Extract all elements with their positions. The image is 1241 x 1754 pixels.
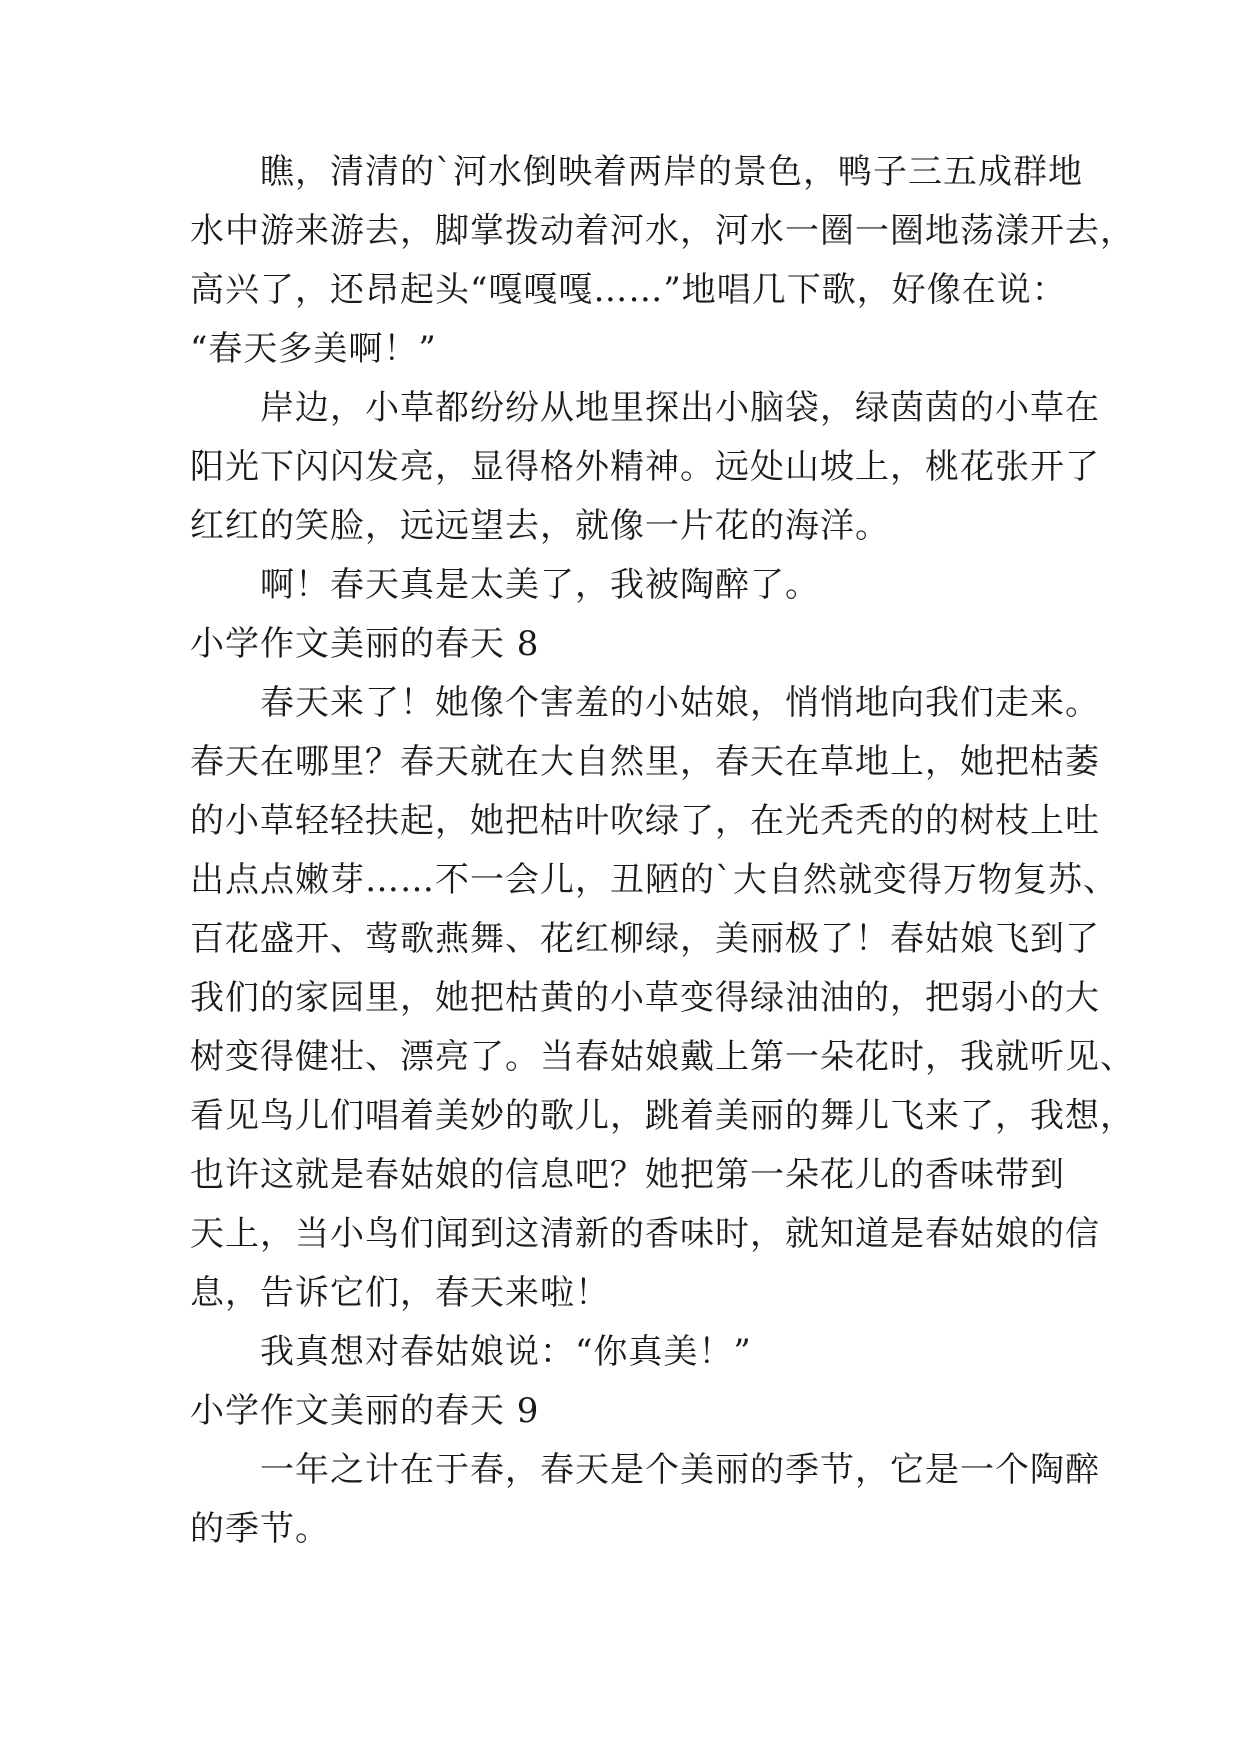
body-text-line: 红红的笑脸，远远望去，就像一片花的海洋。 xyxy=(190,506,890,546)
body-text-line: 瞧，清清的`河水倒映着两岸的景色，鸭子三五成群地 xyxy=(190,152,1083,192)
body-text-line: 看见鸟儿们唱着美妙的歌儿，跳着美丽的舞儿飞来了，我想， xyxy=(190,1096,1135,1136)
body-text-line: 水中游来游去，脚掌拨动着河水，河水一圈一圈地荡漾开去， xyxy=(190,211,1135,251)
body-text-line: 阳光下闪闪发亮，显得格外精神。远处山坡上，桃花张开了 xyxy=(190,447,1100,487)
body-text-line: 的季节。 xyxy=(190,1509,330,1549)
body-text-line: 息，告诉它们，春天来啦！ xyxy=(190,1273,610,1313)
body-text-line: 岸边，小草都纷纷从地里探出小脑袋，绿茵茵的小草在 xyxy=(190,388,1100,428)
body-text-line: 天上，当小鸟们闻到这清新的香味时，就知道是春姑娘的信 xyxy=(190,1214,1100,1254)
body-text-line: 春天来了！她像个害羞的小姑娘，悄悄地向我们走来。 xyxy=(190,683,1100,723)
body-text-line: 的小草轻轻扶起，她把枯叶吹绿了，在光秃秃的的树枝上吐 xyxy=(190,801,1100,841)
section-heading: 小学作文美丽的春天 9 xyxy=(190,1391,540,1431)
body-text-line: 树变得健壮、漂亮了。当春姑娘戴上第一朵花时，我就听见、 xyxy=(190,1037,1135,1077)
section-heading: 小学作文美丽的春天 8 xyxy=(190,624,540,664)
body-text-line: 我真想对春姑娘说：“你真美！” xyxy=(190,1332,752,1372)
body-text-line: “春天多美啊！” xyxy=(190,329,437,369)
body-text-line: 我们的家园里，她把枯黄的小草变得绿油油的，把弱小的大 xyxy=(190,978,1100,1018)
body-text-line: 一年之计在于春，春天是个美丽的季节，它是一个陶醉 xyxy=(190,1450,1100,1490)
body-text-line: 百花盛开、莺歌燕舞、花红柳绿，美丽极了！春姑娘飞到了 xyxy=(190,919,1100,959)
body-text-line: 啊！春天真是太美了，我被陶醉了。 xyxy=(190,565,820,605)
body-text-line: 春天在哪里？春天就在大自然里，春天在草地上，她把枯萎 xyxy=(190,742,1100,782)
body-text-line: 也许这就是春姑娘的信息吧？她把第一朵花儿的香味带到 xyxy=(190,1155,1065,1195)
body-text-line: 出点点嫩芽……不一会儿，丑陋的`大自然就变得万物复苏、 xyxy=(190,860,1118,900)
body-text-line: 高兴了，还昂起头“嘎嘎嘎……”地唱几下歌，好像在说： xyxy=(190,270,1067,310)
